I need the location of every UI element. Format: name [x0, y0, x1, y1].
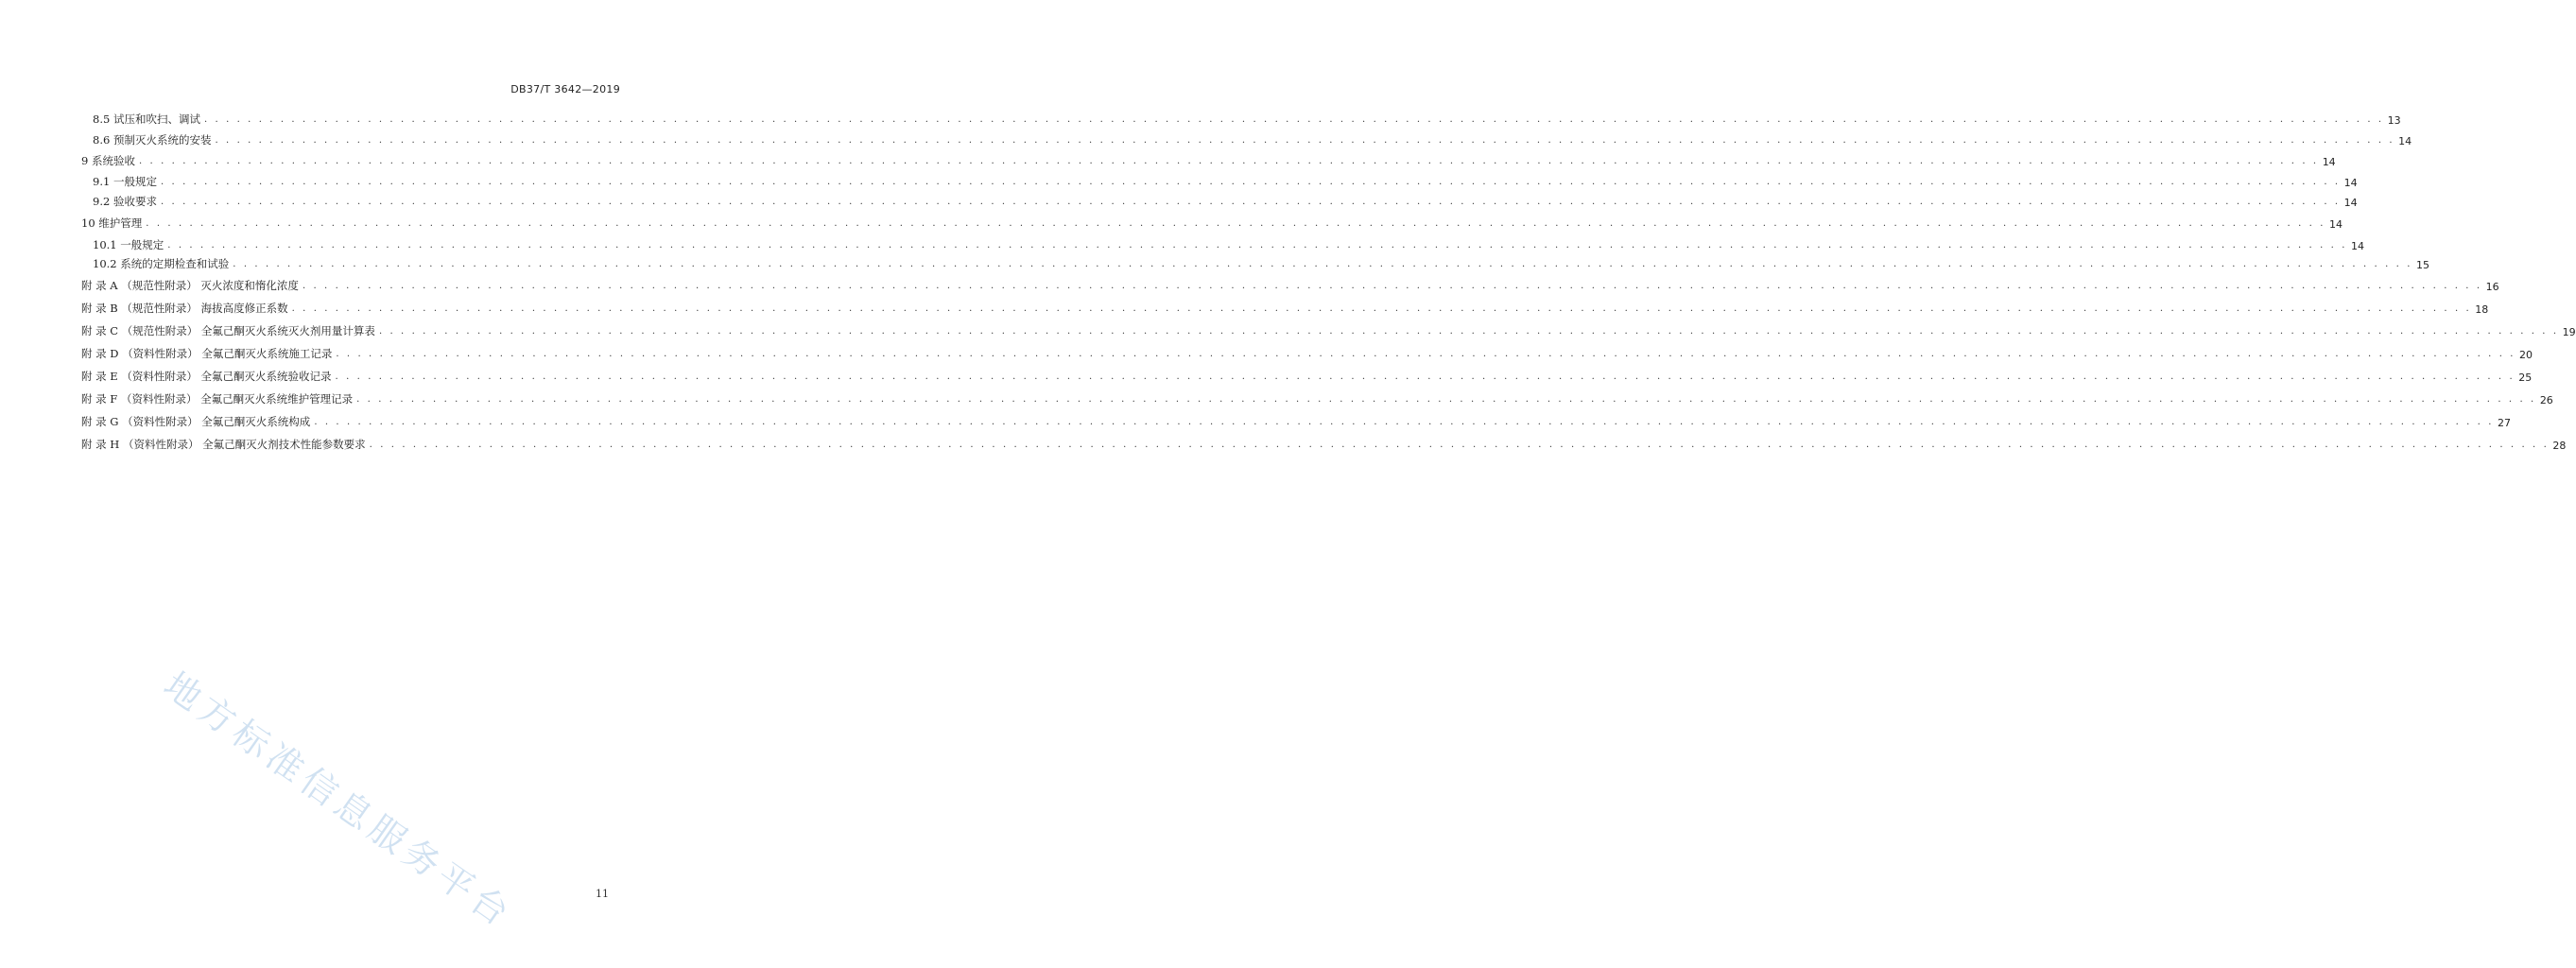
dot-leader: . . . . . . . . . . . . . . . . . . . . . . . . . . . . . . . . . . . . . . . . . . . . . . . . . . . . . . . . . . . . . . . . . . . . . . . . . . . . . . . . . . . . . . . . . . . . . . . . . . . . . . . . . . . . . . . . . . . . . . . . . . . . . . . . . . . . . . . . . . . . . . . . . . . . . . . . . . . . . . . . . . . . . . . . . . . . . . . . . . . . . . . . . . . . . . . . . . . . . . . .	[302, 281, 2482, 291]
toc-entry-number: 附 录 F	[81, 392, 118, 406]
toc-entry-text: （资料性附录） 全氟己酮灭火系统施工记录	[122, 347, 333, 360]
toc-entry-text: 一般规定	[120, 238, 164, 251]
toc-entry-text: 维护管理	[98, 216, 143, 230]
toc-entry-text: （规范性附录） 海拔高度修正系数	[121, 302, 288, 315]
toc-entry-number: 9	[81, 154, 89, 167]
toc-entry-number: 附 录 C	[81, 324, 119, 337]
toc-entry-text: （资料性附录） 全氟己酮灭火剂技术性能参数要求	[123, 438, 366, 451]
toc-entry-number: 10.1	[93, 238, 117, 251]
dot-leader: . . . . . . . . . . . . . . . . . . . . . . . . . . . . . . . . . . . . . . . . . . . . . . . . . . . . . . . . . . . . . . . . . . . . . . . . . . . . . . . . . . . . . . . . . . . . . . . . . . . . . . . . . . . . . . . . . . . . . . . . . . . . . . . . . . . . . . . . . . . . . . . . . . . . . . . . . . . . . . . . . . . . . . . . . . . . . . . . . . . . . . . . . . . . . . . . . . . . . . . .	[335, 372, 2515, 382]
toc-entry-number: 10	[81, 216, 95, 230]
toc-entry-title	[81, 237, 167, 252]
toc-entry-number: 9.2	[93, 195, 111, 208]
toc-entry[interactable]	[81, 323, 2576, 338]
toc-entry-page: 20	[2519, 349, 2533, 361]
toc-entry-page: 27	[2498, 417, 2512, 429]
toc-entry-text: （规范性附录） 灭火浓度和惰化浓度	[121, 279, 299, 292]
toc-entry-title	[81, 301, 292, 316]
toc-entry-page: 18	[2475, 303, 2489, 316]
toc-entry[interactable]	[81, 237, 2364, 252]
dot-leader: . . . . . . . . . . . . . . . . . . . . . . . . . . . . . . . . . . . . . . . . . . . . . . . . . . . . . . . . . . . . . . . . . . . . . . . . . . . . . . . . . . . . . . . . . . . . . . . . . . . . . . . . . . . . . . . . . . . . . . . . . . . . . . . . . . . . . . . . . . . . . . . . . . . . . . . . . . . . . . . . . . . . . . . . . . . . . . . . . . . . . . . . . . . . . . . . . . . . . . . .	[378, 326, 2559, 337]
page-number: 11	[596, 888, 609, 900]
dot-leader: . . . . . . . . . . . . . . . . . . . . . . . . . . . . . . . . . . . . . . . . . . . . . . . . . . . . . . . . . . . . . . . . . . . . . . . . . . . . . . . . . . . . . . . . . . . . . . . . . . . . . . . . . . . . . . . . . . . . . . . . . . . . . . . . . . . . . . . . . . . . . . . . . . . . . . . . . . . . . . . . . . . . . . . . . . . . . . . . . . . . . . . . . . . . . . . . . . . . . . . .	[203, 114, 2384, 125]
toc-entry-page: 14	[2343, 197, 2358, 209]
watermark: 地方标准信息服务平台	[156, 664, 522, 937]
dot-leader: . . . . . . . . . . . . . . . . . . . . . . . . . . . . . . . . . . . . . . . . . . . . . . . . . . . . . . . . . . . . . . . . . . . . . . . . . . . . . . . . . . . . . . . . . . . . . . . . . . . . . . . . . . . . . . . . . . . . . . . . . . . . . . . . . . . . . . . . . . . . . . . . . . . . . . . . . . . . . . . . . . . . . . . . . . . . . . . . . . . . . . . . . . . . . . . . . . . . . . . .	[233, 259, 2412, 269]
toc-entry-number: 8.6	[93, 133, 111, 147]
toc-entry-page: 19	[2562, 326, 2576, 338]
toc-entry[interactable]	[81, 112, 2401, 127]
toc-entry-title	[81, 112, 204, 127]
toc-entry-text: 验收要求	[112, 195, 157, 208]
toc-entry-number: 附 录 A	[81, 279, 118, 292]
toc-entry-text: 试压和吹扫、调试	[112, 112, 200, 126]
dot-leader: . . . . . . . . . . . . . . . . . . . . . . . . . . . . . . . . . . . . . . . . . . . . . . . . . . . . . . . . . . . . . . . . . . . . . . . . . . . . . . . . . . . . . . . . . . . . . . . . . . . . . . . . . . . . . . . . . . . . . . . . . . . . . . . . . . . . . . . . . . . . . . . . . . . . . . . . . . . . . . . . . . . . . . . . . . . . . . . . . . . . . . . . . . . . . . . . . . . . . . . .	[215, 135, 2395, 146]
toc-entry[interactable]	[81, 369, 2533, 384]
toc-entry-page: 14	[2322, 156, 2336, 168]
dot-leader: . . . . . . . . . . . . . . . . . . . . . . . . . . . . . . . . . . . . . . . . . . . . . . . . . . . . . . . . . . . . . . . . . . . . . . . . . . . . . . . . . . . . . . . . . . . . . . . . . . . . . . . . . . . . . . . . . . . . . . . . . . . . . . . . . . . . . . . . . . . . . . . . . . . . . . . . . . . . . . . . . . . . . . . . . . . . . . . . . . . . . . . . . . . . . . . . . . . . . . . .	[138, 156, 2319, 166]
toc-entry-text: 系统的定期检查和试验	[120, 257, 230, 270]
toc-entry-title	[81, 414, 314, 429]
toc-entry-title	[81, 323, 379, 338]
toc-entry-text: （资料性附录） 全氟己酮灭火系统维护管理记录	[120, 392, 354, 406]
dot-leader: . . . . . . . . . . . . . . . . . . . . . . . . . . . . . . . . . . . . . . . . . . . . . . . . . . . . . . . . . . . . . . . . . . . . . . . . . . . . . . . . . . . . . . . . . . . . . . . . . . . . . . . . . . . . . . . . . . . . . . . . . . . . . . . . . . . . . . . . . . . . . . . . . . . . . . . . . . . . . . . . . . . . . . . . . . . . . . . . . . . . . . . . . . . . . . . . . . . . . . . .	[291, 303, 2472, 314]
dot-leader: . . . . . . . . . . . . . . . . . . . . . . . . . . . . . . . . . . . . . . . . . . . . . . . . . . . . . . . . . . . . . . . . . . . . . . . . . . . . . . . . . . . . . . . . . . . . . . . . . . . . . . . . . . . . . . . . . . . . . . . . . . . . . . . . . . . . . . . . . . . . . . . . . . . . . . . . . . . . . . . . . . . . . . . . . . . . . . . . . . . . . . . . . . . . . . . . . . . . . . . .	[146, 218, 2325, 229]
page-header: DB37/T 3642—2019	[510, 83, 620, 95]
toc-entry[interactable]	[81, 174, 2358, 189]
toc-entry[interactable]	[81, 391, 2553, 406]
dot-leader: . . . . . . . . . . . . . . . . . . . . . . . . . . . . . . . . . . . . . . . . . . . . . . . . . . . . . . . . . . . . . . . . . . . . . . . . . . . . . . . . . . . . . . . . . . . . . . . . . . . . . . . . . . . . . . . . . . . . . . . . . . . . . . . . . . . . . . . . . . . . . . . . . . . . . . . . . . . . . . . . . . . . . . . . . . . . . . . . . . . . . . . . . . . . . . . . . . . . . . . .	[314, 417, 2495, 427]
toc-entry-number: 附 录 D	[81, 347, 119, 360]
toc-entry-title	[81, 194, 161, 209]
toc-entry-page: 28	[2552, 440, 2567, 452]
toc-entry-text: （资料性附录） 全氟己酮灭火系统验收记录	[121, 370, 332, 383]
toc-entry[interactable]	[81, 153, 2336, 168]
dot-leader: . . . . . . . . . . . . . . . . . . . . . . . . . . . . . . . . . . . . . . . . . . . . . . . . . . . . . . . . . . . . . . . . . . . . . . . . . . . . . . . . . . . . . . . . . . . . . . . . . . . . . . . . . . . . . . . . . . . . . . . . . . . . . . . . . . . . . . . . . . . . . . . . . . . . . . . . . . . . . . . . . . . . . . . . . . . . . . . . . . . . . . . . . . . . . . . . . . . . . . . .	[167, 240, 2347, 251]
toc-entry[interactable]	[81, 346, 2533, 361]
toc-entry-text: 系统验收	[91, 154, 135, 167]
toc-entry-text: （资料性附录） 全氟己酮灭火系统构成	[122, 415, 311, 428]
toc-entry-page: 14	[2398, 135, 2412, 147]
toc-entry-page: 26	[2539, 394, 2553, 406]
toc-entry-title	[81, 346, 336, 361]
toc-entry-text: 预制灭火系统的安装	[112, 133, 212, 147]
toc-entry-title	[81, 391, 356, 406]
dot-leader: . . . . . . . . . . . . . . . . . . . . . . . . . . . . . . . . . . . . . . . . . . . . . . . . . . . . . . . . . . . . . . . . . . . . . . . . . . . . . . . . . . . . . . . . . . . . . . . . . . . . . . . . . . . . . . . . . . . . . . . . . . . . . . . . . . . . . . . . . . . . . . . . . . . . . . . . . . . . . . . . . . . . . . . . . . . . . . . . . . . . . . . . . . . . . . . . . . . . . . . .	[369, 440, 2550, 450]
toc-entry[interactable]	[81, 301, 2489, 316]
toc-entry-page: 16	[2485, 281, 2499, 293]
toc-entry-page: 14	[2350, 240, 2364, 252]
toc-entry-number: 8.5	[93, 112, 111, 126]
toc-entry-page: 25	[2518, 372, 2533, 384]
toc-entry-text: 一般规定	[112, 175, 157, 188]
toc-entry[interactable]	[81, 132, 2412, 147]
toc-entry[interactable]	[81, 194, 2358, 209]
toc-entry-number: 9.1	[93, 175, 111, 188]
toc-entry-title	[81, 132, 215, 147]
toc-entry[interactable]	[81, 278, 2499, 293]
toc-entry-title	[81, 369, 336, 384]
toc-entry-page: 13	[2387, 114, 2401, 127]
toc-entry[interactable]	[81, 414, 2512, 429]
dot-leader: . . . . . . . . . . . . . . . . . . . . . . . . . . . . . . . . . . . . . . . . . . . . . . . . . . . . . . . . . . . . . . . . . . . . . . . . . . . . . . . . . . . . . . . . . . . . . . . . . . . . . . . . . . . . . . . . . . . . . . . . . . . . . . . . . . . . . . . . . . . . . . . . . . . . . . . . . . . . . . . . . . . . . . . . . . . . . . . . . . . . . . . . . . . . . . . . . . . . . . . .	[336, 349, 2516, 359]
toc-entry-number: 10.2	[93, 257, 117, 270]
toc-entry-title	[81, 256, 233, 271]
dot-leader: . . . . . . . . . . . . . . . . . . . . . . . . . . . . . . . . . . . . . . . . . . . . . . . . . . . . . . . . . . . . . . . . . . . . . . . . . . . . . . . . . . . . . . . . . . . . . . . . . . . . . . . . . . . . . . . . . . . . . . . . . . . . . . . . . . . . . . . . . . . . . . . . . . . . . . . . . . . . . . . . . . . . . . . . . . . . . . . . . . . . . . . . . . . . . . . . . . . . . . . .	[160, 177, 2341, 187]
toc-entry[interactable]	[81, 437, 2567, 452]
toc-entry[interactable]	[81, 216, 2343, 231]
toc-entry-page: 14	[2343, 177, 2358, 189]
dot-leader: . . . . . . . . . . . . . . . . . . . . . . . . . . . . . . . . . . . . . . . . . . . . . . . . . . . . . . . . . . . . . . . . . . . . . . . . . . . . . . . . . . . . . . . . . . . . . . . . . . . . . . . . . . . . . . . . . . . . . . . . . . . . . . . . . . . . . . . . . . . . . . . . . . . . . . . . . . . . . . . . . . . . . . . . . . . . . . . . . . . . . . . . . . . . . . . . . . . . . . . .	[160, 197, 2341, 207]
toc-entry-title	[81, 216, 146, 231]
toc-entry-text: （规范性附录） 全氟己酮灭火系统灭火剂用量计算表	[121, 324, 375, 337]
toc-entry-title	[81, 278, 303, 293]
toc-entry-title	[81, 437, 370, 452]
toc-entry-page: 15	[2415, 259, 2429, 271]
toc-entry-title	[81, 153, 139, 168]
dot-leader: . . . . . . . . . . . . . . . . . . . . . . . . . . . . . . . . . . . . . . . . . . . . . . . . . . . . . . . . . . . . . . . . . . . . . . . . . . . . . . . . . . . . . . . . . . . . . . . . . . . . . . . . . . . . . . . . . . . . . . . . . . . . . . . . . . . . . . . . . . . . . . . . . . . . . . . . . . . . . . . . . . . . . . . . . . . . . . . . . . . . . . . . . . . . . . . . . . . . . . . .	[356, 394, 2536, 405]
toc-entry-page: 14	[2329, 218, 2343, 231]
toc-entry[interactable]	[81, 256, 2429, 271]
toc-entry-number: 附 录 B	[81, 302, 118, 315]
toc-entry-number: 附 录 H	[81, 438, 120, 451]
toc-entry-title	[81, 174, 161, 189]
toc-entry-number: 附 录 E	[81, 370, 118, 383]
toc-entry-number: 附 录 G	[81, 415, 119, 428]
